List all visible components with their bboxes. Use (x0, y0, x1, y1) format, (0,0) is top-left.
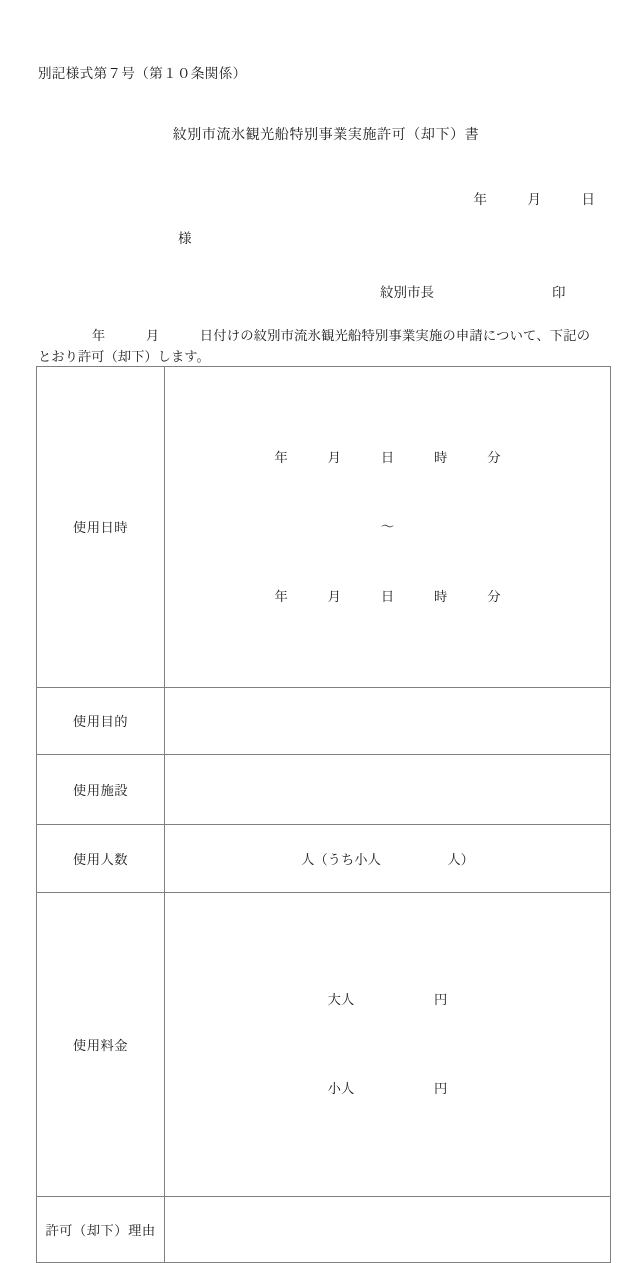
datetime-start: 年 月 日 時 分 (274, 449, 501, 465)
table-row (37, 687, 611, 754)
row-value-usage-datetime (165, 367, 611, 688)
table-row (37, 892, 611, 1196)
table-row (37, 824, 611, 892)
row-value-usage-facility (165, 754, 611, 824)
permit-details-table (36, 366, 611, 1263)
fee-stack (175, 925, 600, 1164)
datetime-end: 年 月 日 時 分 (274, 589, 501, 605)
datetime-stack (175, 399, 600, 655)
fee-child: 小人 円 (327, 1081, 448, 1097)
table-row (37, 367, 611, 688)
row-label-permit-reason: 許可（却下）理由 (37, 1197, 165, 1263)
page-title: 紋別市流氷観光船特別事業実施許可（却下）書 (172, 128, 480, 143)
row-label-usage-facility: 使用施設 (37, 754, 165, 824)
addressee-line: 様 (178, 231, 192, 246)
row-value-usage-fee (165, 892, 611, 1196)
table-row (37, 754, 611, 824)
issuer-line (0, 265, 630, 317)
row-label-usage-datetime: 使用日時 (37, 367, 165, 688)
row-label-usage-headcount: 使用人数 (37, 824, 165, 892)
issuer-name: 紋別市長 (380, 285, 434, 300)
table-row (37, 1197, 611, 1263)
fee-adult: 大人 円 (327, 991, 448, 1007)
issue-date-line: 年 月 日 (473, 192, 595, 207)
row-label-usage-purpose: 使用目的 (37, 687, 165, 754)
datetime-tilde: ～ (380, 519, 395, 535)
issuer-inner (380, 281, 595, 301)
body-paragraph: 年 月 日付けの紋別市流氷観光船特別事業実施の申請について、下記のとおり許可（却下）します。 (38, 328, 590, 364)
row-label-usage-fee: 使用料金 (37, 892, 165, 1196)
row-value-usage-headcount: 人（うち小人 人） (165, 824, 611, 892)
form-number: 別記様式第７号（第１０条関係） (38, 66, 247, 81)
seal-mark: 印 (552, 285, 566, 300)
row-value-permit-reason (165, 1197, 611, 1263)
row-value-usage-purpose (165, 687, 611, 754)
